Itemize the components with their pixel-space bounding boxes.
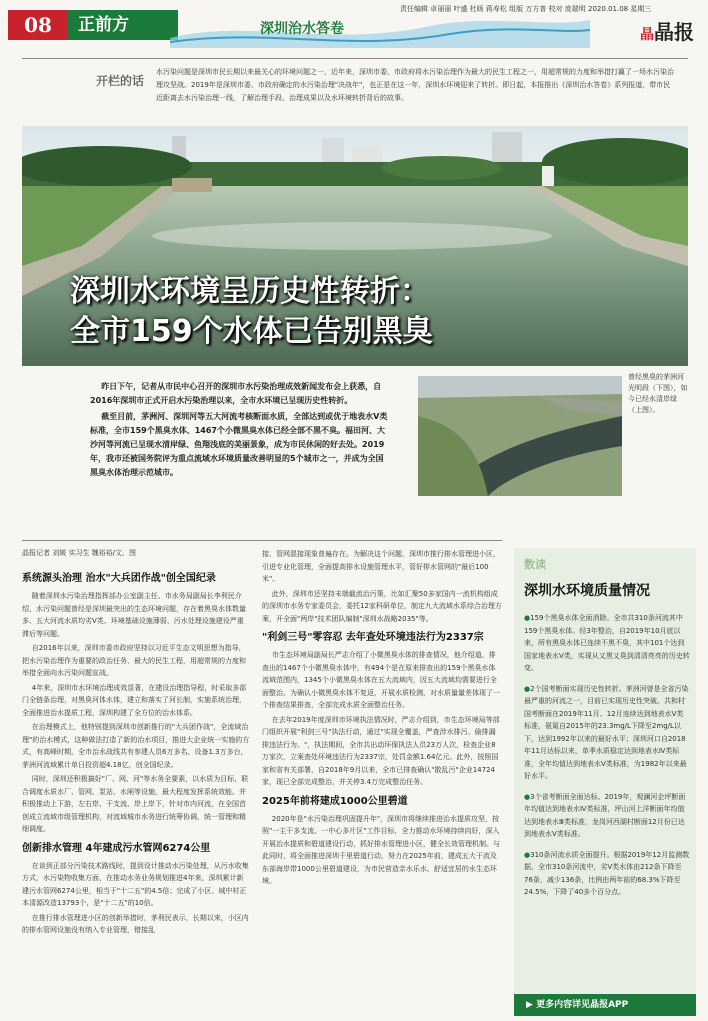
paragraph: 4年来，深圳市水环境治理成效显著，在建设治理指导程，时采取多部门全链条治理，对黑臭河体水体，建立和落实了河长制，实施系统治理，全面推进治水提质工程，深圳构建了全方位的治水体系。: [22, 683, 247, 717]
bullet-icon: ●: [524, 850, 531, 859]
subhead-2: 创新排水管理 4年建成污水管网6274公里: [22, 842, 211, 854]
logo-text: 晶报: [654, 20, 694, 44]
sidebar-item: [524, 683, 690, 783]
article-column-2: [262, 548, 502, 890]
paragraph: 同时，深圳还积极搞好"厂、网、河"等水务全要素，以水质为目标，联合调度水质水厂、管网、泵站、水闸等设施，最大程度发挥系统效能。并积极推动上下游，左右岸、干支流、岸上岸下，针对市内河流，在全国首创成立流域市级管理机构，对流域城市水务进行统筹协调，统一管理和精细调度。: [22, 775, 249, 833]
article-column-1: [22, 566, 250, 939]
paragraph: 在去年2019年度深圳市环境执法情况时，严志介绍到，市生态环境局等部门组织开展"利剑三号"执法行动，通过"实现全覆盖，严查涉水排污、偷排漏排违法行为。"，执法期间，全市共出动环保执法人员23万人次，检查企业8万家次，立案查处环境违法行为2337宗，处罚金额1.64亿元。此外，按照国家和省有关部署，自2018年9月以来，全市已排查确认"散乱污"企业14724家，现已全部完成整治，并关停3.4万完成整治任务。: [262, 715, 500, 786]
sidebar-tag: 数读: [524, 558, 546, 571]
logo-accent: 晶: [640, 27, 654, 43]
bullet-icon: ●: [524, 684, 531, 693]
paragraph: 在谈到正部分污染技术路线时，提到设计推动水污染处理，从污水收集方式，水污染物收集方面，在推动水务业务规划推进4年来，深圳累计新建污水管网6274公里，相当于"十二五"的4.5倍；完成了小区、城中村正本清源改造13793个，是"十二五"的10倍。: [22, 861, 249, 907]
series-title: 深圳治水答卷: [260, 21, 344, 37]
intro-label: 开栏的话: [96, 74, 145, 88]
headline-line-2: 全市159个水体已告别黑臭: [70, 314, 433, 349]
paragraph: 接、管网混接现象普遍存在。为解决这个问题，深圳市推行排水管理进小区，引进专业化管理，全面提高排水设施管理水平，管好排水管网的"最后100米"。: [262, 550, 500, 583]
subhead-3: "利剑三号"零容忍 去年查处环境违法行为2337宗: [262, 632, 484, 643]
byline: 晶报记者 刘媛 实习生 魏裕裕/文、图: [22, 549, 137, 557]
paragraph: 自2016年以来，深圳市委市政府坚持以习近平生态文明思想为指导，把水污染治理作为重要的政治任务、最大的民生工程，用超常规的力度和举措全面向水污染问题宣战。: [22, 644, 246, 677]
photo-caption: 曾经黑臭的茅洲河光明段（下图），如今已经水清岸绿（上图）。: [628, 373, 688, 414]
paragraph: 在治理模式上，他特别提到深圳市创新推行的"大兵团作战"，全流域治理"的治水模式，这种做法打造了新的治水项目，推进大企业统一实施的方式，有高峰时期，全市治水战线共有参建人员6万多名、设备1.3万多台，茅洲河流域累计单日投资超4.18亿，创全国纪录。: [22, 723, 250, 769]
sidebar-item-text: 3个省考断面全面达标。2019年，观澜河企坪断面年均值达到地表水Ⅳ类标准，坪山河上洋断面年均值达到地表水Ⅲ类标准，龙岗河西湖村断面12月份已达到地表水Ⅴ类标准。: [524, 792, 686, 838]
newspaper-logo: [640, 16, 694, 45]
sidebar-item: [524, 612, 690, 675]
lead-paragraph-1: 昨日下午，记者从市民中心召开的深圳市水污染治理成效新闻发布会上获悉，自2016年深圳市正式开启水污染治理以来，全市水环境已呈现历史性转折。: [90, 382, 382, 405]
paragraph: 此外，深圳市还坚持末端截流治污策，比如汇聚50多家国内一流机构组成的深圳市水务专家委员会，委托12家科研单位，制定九大流域水系综合治理方案，开全面"两岸"技术团队编制"深圳水战略2035"等。: [262, 589, 502, 623]
headline: [70, 272, 630, 352]
body-divider: [22, 540, 502, 541]
sidebar-item-text: 310条河流水质全面提升。根据2019年12月监测数据，全市310条河流中，劣Ⅴ类水体由212条下降至76条，减少136条，比例由两年前的68.3%下降至24.5%，下降了40多个百分点。: [524, 850, 690, 896]
sidebar-item: [524, 849, 690, 899]
editor-meta-line: 责任编辑 卓丽丽 叶盛 杜旸 蒋寿松 组版 万方普 校对 庞瑞明 2020.01.08 星期三: [400, 5, 652, 13]
paragraph: 2020年是"水污染治理巩固提升年"，深圳市将继续推进治水提质攻坚，按照"一主干多支流、一中心多片区"工作目标，全力推动水环境持续向好，深入开展治水提质和碧道建设行动，抓好排水管理进小区，健全长效管理机制。与此同时，将全面推进深圳千里碧道行动，努力在2025年前，建成五大干流及东部海岸带1000公里碧道建设，为市民营造亲水乐水、舒适宜居的水生态环境。: [262, 814, 500, 885]
bullet-icon: ●: [524, 614, 531, 622]
subhead-4: 2025年前将建成1000公里碧道: [262, 795, 408, 807]
before-river-photo: [418, 376, 622, 496]
sidebar-title: 深圳水环境质量情况: [524, 583, 650, 599]
subhead-1: 系统源头治理 治水"大兵团作战"创全国纪录: [22, 573, 216, 584]
paragraph: 市生态环境局副局长严志介绍了小微黑臭水体的排查情况，他介绍道，排查出的1467个小微黑臭水体中，有494个是在原来排查出的159个黑臭水体流域范围内，1345个小微黑臭水体在五大流域内，因五大流域均需要进行全面整治。为确认小微黑臭水体不复返，开展水质检测，对水质量量差体现了一个排查结果排查，全部完成水质全面整治任务。: [262, 651, 500, 709]
sidebar-list: [524, 612, 690, 907]
intro-text: 水污染问题是深圳市民长期以来最关心的环境问题之一，近年来，深圳市委、市政府将水污染治理作为最大的民生工程之一，用超常规的力度和举措打赢了一场水污染治理攻坚战。2019年是深圳市委、市政府确定的水污染治理"决战年"，也正是在这一年，深圳水环境迎来了转折。即日起，本报推出《深圳治水答卷》系列报道，带市民近距离去水污染治理一线，了解治理手段、治理成果以及水环境转折背后的故事。: [156, 68, 674, 102]
page-number-badge: 08: [8, 10, 68, 40]
sidebar-item-text: 2个国考断面实现历史性转折。茅洲河曾是全省污染最严重的河流之一，目前已实现历史性突破。共和村国考断面在2019年11月、12月连续达到地表水Ⅴ类标准，氨氮自2015年的23.3mg/L下降至2mg/L以下，达到1992年以来的最好水平；深圳河口自2018年11月达标以来，单季水质稳定达到地表水Ⅳ类标准，全年均值达到地表水Ⅴ类标准，为1982年以来最好水平。: [524, 684, 689, 780]
sidebar-item: [524, 791, 690, 841]
paragraph: 随着深圳水污染治理指挥部办公室副主任、市水务局副局长李利民介绍，水污染问题曾经是深圳最突出的生态环境问题，存在着黑臭水体数量多、五大河流水质均劣Ⅴ类、环境基础设施薄弱、污水处理设施建设严重滞后等问题。: [22, 592, 246, 638]
arrow-right-icon: ▶: [526, 1000, 537, 1010]
header-wave-decoration: [170, 8, 590, 48]
bullet-icon: ●: [524, 792, 531, 801]
app-promo-text: 更多内容详见晶报APP: [536, 1000, 629, 1010]
headline-line-1: 深圳水环境呈历史性转折：: [70, 274, 430, 309]
lead-paragraph-2: 截至目前，茅洲河、深圳河等五大河流考核断面水质，全部达到或优于地表水Ⅴ类标准，全市159个黑臭水体、1467个小微黑臭水体已经全部不黑不臭。福田河、大沙河等河流已呈现水清岸绿、鱼翔浅底的美丽景象，成为市民休闲的好去处。2019年，我市还被国务院评为重点流域水环境质量改善明显的5个城市之一，并成为全国黑臭水体治理示范城市。: [90, 412, 388, 477]
lead-paragraphs: [90, 380, 390, 482]
header-divider: [22, 58, 688, 59]
sidebar-item-text: 159个黑臭水体全面消除。全市共310条河流其中159个黑臭水体。经3年整治，自2019年10月底以来，所有黑臭水体已连续不黑不臭，其中101个达到国家地表水Ⅴ类，实现从又黑又臭到清清亮亮的历史转变。: [524, 614, 690, 672]
section-label: 正前方: [68, 10, 178, 40]
paragraph: 在推行排水管理进小区的创新举措时，茅利民表示，长期以来，小区内的排水管网设施没有纳入专业管理，错接乱: [22, 913, 249, 934]
app-promo-bar[interactable]: [514, 994, 696, 1016]
